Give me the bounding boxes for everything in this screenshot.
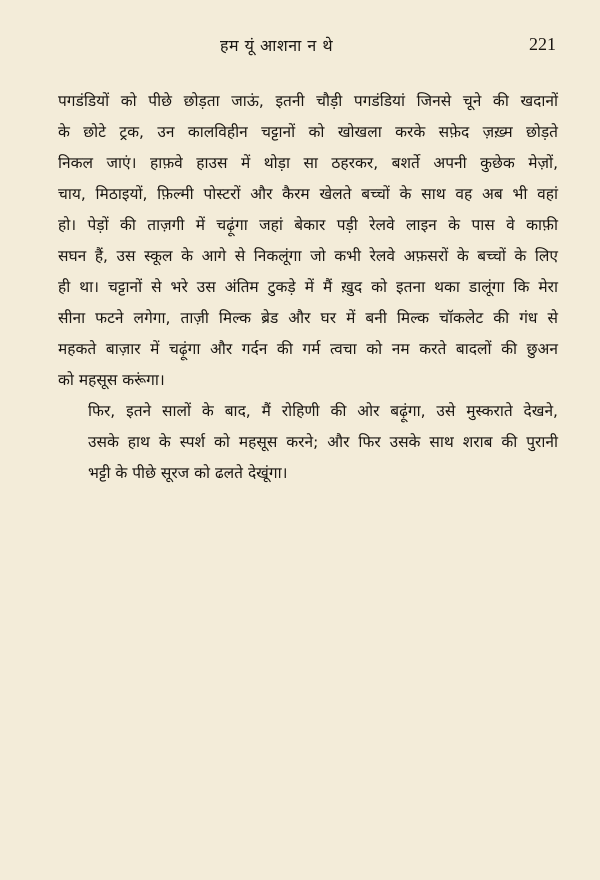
text-line: पगडंडियों को पीछे छोड़ता जाऊं, इतनी चौड़ी पगडंडियां जिनसे चूने की खदानों — [58, 92, 558, 110]
page-number: 221 — [529, 34, 556, 54]
text-line: ही था। चट्टानों से भरे उस अंतिम टुकड़े में मैं ख़ुद को इतना थका डालूंगा कि मेरा — [58, 278, 558, 296]
chapter-title: हम यूं आशना न थे — [220, 36, 334, 55]
text-line: को महसूस करूंगा। — [58, 371, 165, 389]
text-line: सघन हैं, उस स्कूल के आगे से निकलूंगा जो कभी रेलवे अफ़सरों के बच्चों के लिए — [58, 247, 558, 265]
text-line: फिर, इतने सालों के बाद, मैं रोहिणी की ओर बढ़ूंगा, उसे मुस्कराते देखने, — [88, 402, 558, 420]
text-line: सीना फटने लगेगा, ताज़ी मिल्क ब्रेड और घर में बनी मिल्क चॉकलेट की गंध से — [58, 309, 558, 327]
text-line: के छोटे ट्रक, उन कालविहीन चट्टानों को खोखला करके सफ़ेद ज़ख़्म छोड़ते — [58, 123, 558, 141]
text-line: चाय, मिठाइयों, फ़िल्मी पोस्टरों और कैरम खेलते बच्चों के साथ वह अब भी वहां — [58, 185, 558, 203]
body-text — [58, 86, 558, 489]
paragraph-2 — [58, 396, 558, 489]
text-line: महकते बाज़ार में चढ़ूंगा और गर्दन की गर्म त्वचा को नम करते बादलों की छुअन — [58, 340, 558, 358]
text-line: हो। पेड़ों की ताज़गी में चढ़ूंगा जहां बेकार पड़ी रेलवे लाइन के पास वे काफ़ी — [58, 216, 558, 234]
running-head — [0, 34, 600, 62]
text-line: निकल जाएं। हाफ़वे हाउस में थोड़ा सा ठहरकर, बशर्ते अपनी कुछेक मेज़ों, — [58, 154, 558, 172]
paragraph-1 — [58, 86, 558, 396]
text-line: भट्टी के पीछे सूरज को ढलते देखूंगा। — [88, 464, 288, 482]
text-line: उसके हाथ के स्पर्श को महसूस करने; और फिर उसके साथ शराब की पुरानी — [88, 433, 558, 451]
